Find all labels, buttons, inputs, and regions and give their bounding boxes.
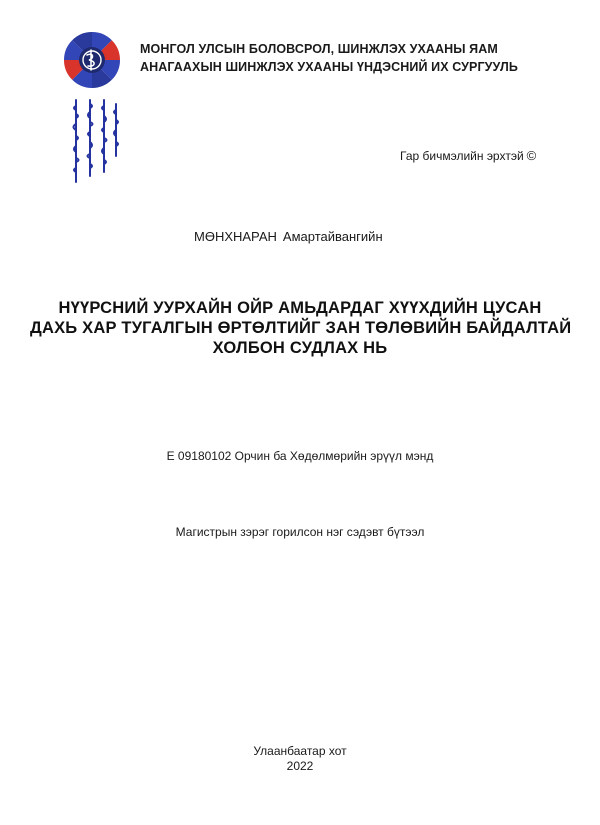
ministry-name: МОНГОЛ УЛСЫН БОЛОВСРОЛ, ШИНЖЛЭХ УХААНЫ ЯАМ xyxy=(140,42,498,56)
thesis-title-line: ХОЛБОН СУДЛАХ НЬ xyxy=(212,339,388,357)
institution-header xyxy=(140,40,560,76)
thesis-title-line: ДАХЬ ХАР ТУГАЛГЫН ӨРТӨЛТИЙГ ЗАН ТӨЛӨВИЙН БАЙДАЛТАЙ xyxy=(30,319,572,337)
author-name xyxy=(194,229,383,244)
university-name: АНАГААХЫН ШИНЖЛЭХ УХААНЫ ҮНДЭСНИЙ ИХ СУРГУУЛЬ xyxy=(140,60,518,74)
copyright-label: Гар бичмэлийн эрхтэй xyxy=(400,149,524,163)
specialty-code: Е 09180102 Орчин ба Хөдөлмөрийн эрүүл мэнд xyxy=(166,449,434,463)
year: 2022 xyxy=(286,759,314,773)
author-patronymic: Амартайвангийн xyxy=(282,229,383,244)
place-and-year xyxy=(0,744,600,774)
mongolian-script-text-icon xyxy=(66,96,122,186)
university-emblem-icon xyxy=(62,30,122,90)
copyright-notice xyxy=(400,148,536,163)
city: Улаанбаатар хот xyxy=(253,744,347,758)
author-surname: МӨНХНАРАН xyxy=(194,229,277,244)
copyright-symbol: © xyxy=(526,148,537,163)
thesis-title-line: НҮҮРСНИЙ УУРХАЙН ОЙР АМЬДАРДАГ ХҮҮХДИЙН ЦУСАН xyxy=(58,299,542,317)
degree-statement: Магистрын зэрэг горилсон нэг сэдэвт бүтээл xyxy=(175,525,425,539)
thesis-title xyxy=(30,298,570,358)
